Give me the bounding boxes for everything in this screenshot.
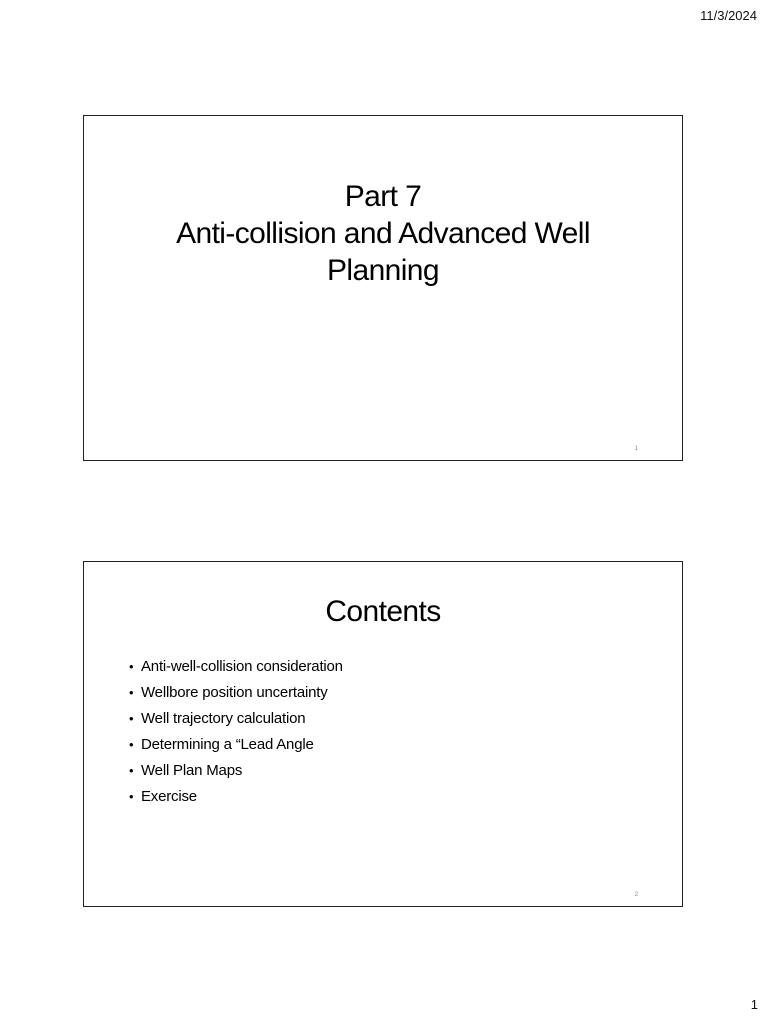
contents-list [129, 654, 343, 810]
list-item-text: Anti-well-collision consideration [141, 658, 343, 675]
slide-title [84, 178, 682, 289]
list-item-text: Exercise [141, 788, 197, 805]
list-item-text: Well Plan Maps [141, 762, 243, 779]
bullet-icon: • [129, 737, 134, 752]
list-item [129, 680, 343, 706]
bullet-icon: • [129, 711, 134, 726]
slide-1-title [83, 115, 683, 461]
page-date: 11/3/2024 [700, 8, 757, 23]
list-item [129, 758, 343, 784]
contents-title: Contents [325, 595, 441, 628]
slide-number: 2 [634, 892, 638, 898]
list-item-text: Determining a “Lead Angle [141, 736, 314, 753]
list-item-text: Wellbore position uncertainty [141, 684, 328, 701]
title-line-2: Anti-collision and Advanced Well [176, 217, 590, 250]
list-item [129, 706, 343, 732]
list-item-text: Well trajectory calculation [141, 710, 306, 727]
slide-number: 1 [634, 446, 638, 452]
list-item [129, 654, 343, 680]
bullet-icon: • [129, 789, 134, 804]
bullet-icon: • [129, 763, 134, 778]
list-item [129, 784, 343, 810]
bullet-icon: • [129, 685, 134, 700]
title-line-1: Part 7 [344, 180, 422, 213]
list-item [129, 732, 343, 758]
bullet-icon: • [129, 659, 134, 674]
page-number: 1 [750, 997, 758, 1012]
slide-2-contents [83, 561, 683, 907]
title-line-3: Planning [327, 254, 439, 287]
